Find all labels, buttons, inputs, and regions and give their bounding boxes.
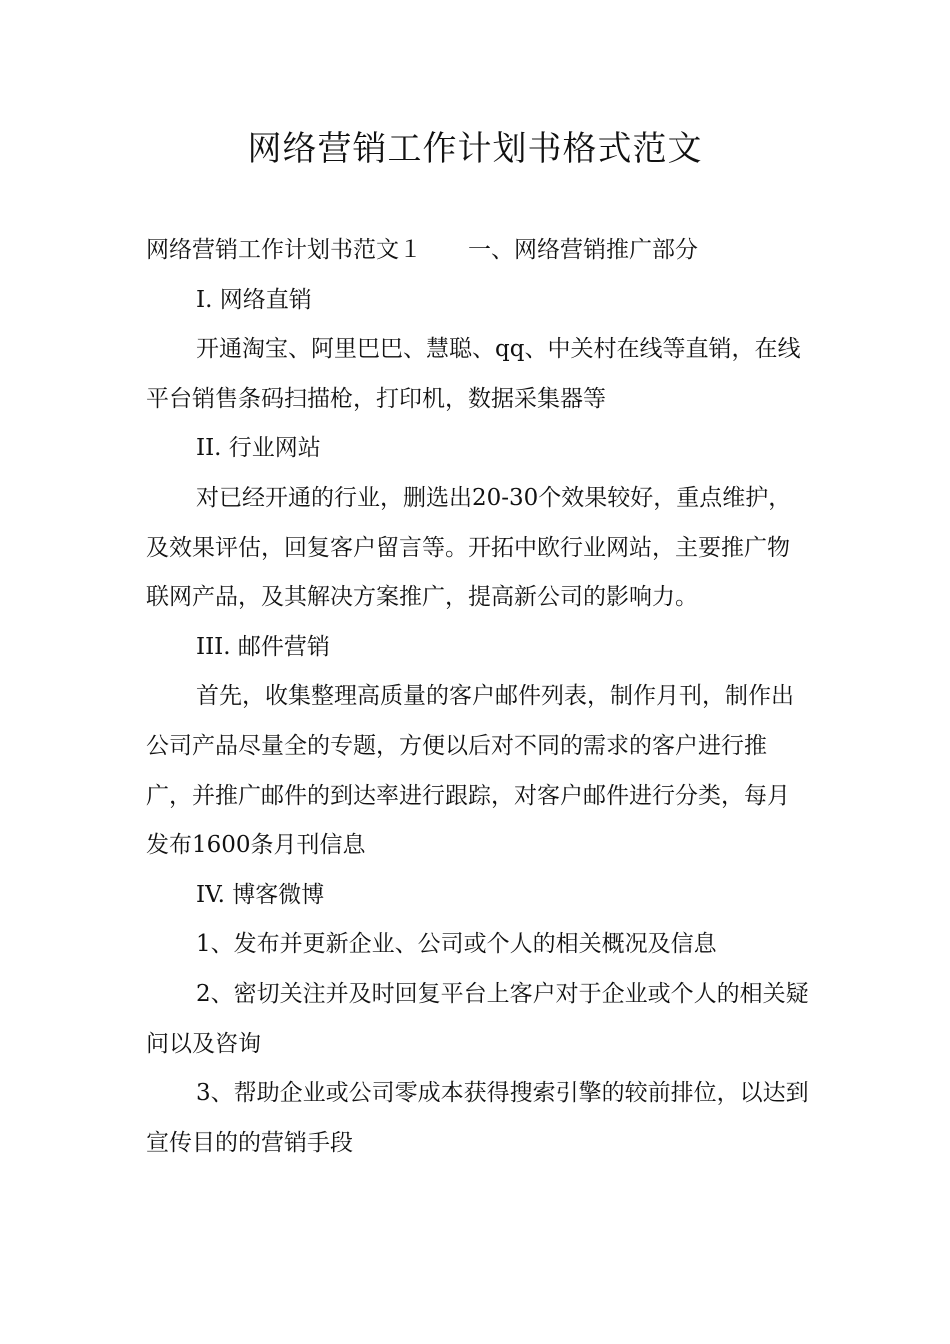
paragraph: 首先，收集整理高质量的客户邮件列表，制作月刊，制作出公司产品尽量全的专题，方便以后对不同的需求的客户进行推广，并推广邮件的到达率进行跟踪，对客户邮件进行分类，每月发布1600条月刊信息 bbox=[146, 683, 794, 859]
section-heading-email-marketing: III. 邮件营销 bbox=[196, 633, 330, 660]
list-item: 3、帮助企业或公司零成本获得搜索引擎的较前排位，以达到宣传目的的营销手段 bbox=[146, 1080, 809, 1156]
paragraph: 开通淘宝、阿里巴巴、慧聪、qq、中关村在线等直销，在线平台销售条码扫描枪，打印机，数据采集器等 bbox=[146, 336, 801, 412]
section-heading-direct-sales: I. 网络直销 bbox=[196, 286, 312, 313]
paragraph-heading-intro: 网络营销工作计划书范文１ 一、网络营销推广部分 bbox=[146, 237, 698, 263]
document-body bbox=[146, 226, 810, 1168]
section-heading-blog-weibo: IV. 博客微博 bbox=[196, 881, 325, 908]
document-title: 网络营销工作计划书格式范文 bbox=[247, 129, 703, 169]
section-heading-industry-sites: II. 行业网站 bbox=[196, 435, 321, 462]
paragraph: 对已经开通的行业，删选出20-30个效果较好，重点维护，及效果评估，回复客户留言等。开拓中欧行业网站，主要推广物联网产品，及其解决方案推广，提高新公司的影响力。 bbox=[146, 484, 792, 611]
list-item: 2、密切关注并及时回复平台上客户对于企业或个人的相关疑问以及咨询 bbox=[146, 980, 809, 1057]
list-item: 1、发布并更新企业、公司或个人的相关概况及信息 bbox=[196, 931, 717, 958]
